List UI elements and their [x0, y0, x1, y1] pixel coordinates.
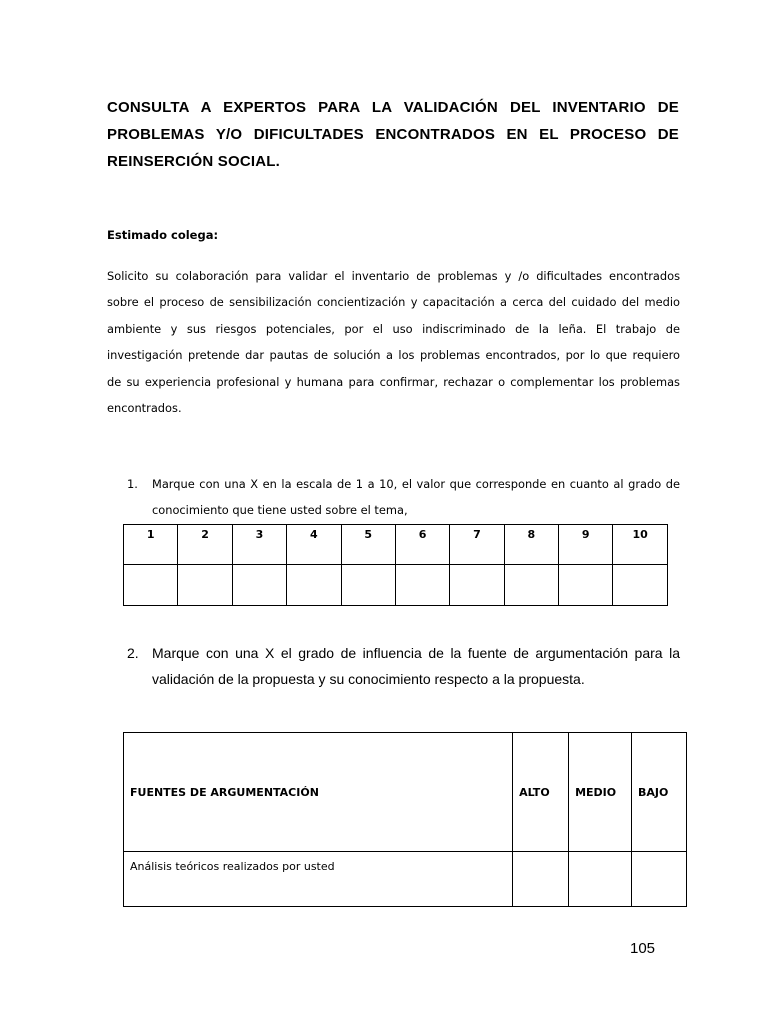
greeting: Estimado colega: [107, 228, 219, 242]
header-alto: ALTO [513, 733, 569, 852]
question-line: Marque con una X en la escala de 1 a 10, el valor que corresponde en cuanto al grado de [152, 477, 680, 491]
scale-label: 2 [178, 525, 232, 565]
question-number: 2. [127, 645, 139, 661]
document-title: CONSULTA A EXPERTOS PARA LA VALIDACIÓN DEL INVENTARIO DE PROBLEMAS Y/O DIFICULTADES ENCONTRADOS EN EL PROCESO DE REINSERCIÓN SOCIAL. [107, 99, 679, 170]
scale-answer-cell[interactable] [341, 565, 395, 606]
scale-answer-cell[interactable] [559, 565, 613, 606]
scale-label: 9 [559, 525, 613, 565]
scale-answer-cell[interactable] [178, 565, 232, 606]
scale-answer-cell[interactable] [504, 565, 558, 606]
page-number: 105 [630, 940, 656, 957]
scale-answer-cell[interactable] [613, 565, 668, 606]
question-number: 1. [127, 477, 138, 491]
header-fuentes: FUENTES DE ARGUMENTACIÓN [124, 733, 513, 852]
scale-label: 4 [287, 525, 341, 565]
intro-paragraph [107, 263, 680, 421]
question-line: conocimiento que tiene usted sobre el tema, [152, 503, 408, 517]
question-line: Marque con una X el grado de influencia de la fuente de argumentación para la [152, 645, 680, 661]
scale-answer-cell[interactable] [124, 565, 178, 606]
intro-line: de su experiencia profesional y humana para confirmar, rechazar o complementar los problemas [107, 374, 680, 389]
question-1 [127, 471, 680, 523]
intro-line: ambiente y sus riesgos potenciales, por el uso indiscriminado de la leña. El trabajo de [107, 321, 680, 336]
question-text [152, 640, 680, 692]
scale-answer-cell[interactable] [395, 565, 449, 606]
argumentation-table [123, 732, 687, 907]
scale-label: 7 [450, 525, 504, 565]
source-label: Análisis teóricos realizados por usted [124, 852, 513, 907]
header-medio: MEDIO [569, 733, 632, 852]
scale-answer-row [124, 565, 668, 606]
scale-label: 5 [341, 525, 395, 565]
table-row [124, 852, 687, 907]
scale-header-row [124, 525, 668, 565]
medio-cell[interactable] [569, 852, 632, 907]
intro-line: investigación pretende dar pautas de solución a los problemas encontrados, por lo que requiero [107, 348, 680, 363]
scale-answer-cell[interactable] [232, 565, 286, 606]
scale-label: 1 [124, 525, 178, 565]
question-2 [127, 640, 680, 692]
scale-answer-cell[interactable] [450, 565, 504, 606]
scale-label: 8 [504, 525, 558, 565]
intro-line: Solicito su colaboración para validar el inventario de problemas y /o dificultades encontrados [107, 269, 680, 283]
scale-label: 6 [395, 525, 449, 565]
knowledge-scale-table [123, 524, 668, 606]
bajo-cell[interactable] [632, 852, 687, 907]
question-line: validación de la propuesta y su conocimiento respecto a la propuesta. [152, 671, 585, 687]
header-bajo: BAJO [632, 733, 687, 852]
scale-label: 3 [232, 525, 286, 565]
intro-line: encontrados. [107, 401, 182, 416]
intro-line: sobre el proceso de sensibilización concientización y capacitación a cerca del cuidado del medio [107, 295, 680, 310]
alto-cell[interactable] [513, 852, 569, 907]
argumentation-header-row [124, 733, 687, 852]
scale-answer-cell[interactable] [287, 565, 341, 606]
scale-label: 10 [613, 525, 668, 565]
question-text [152, 471, 680, 523]
